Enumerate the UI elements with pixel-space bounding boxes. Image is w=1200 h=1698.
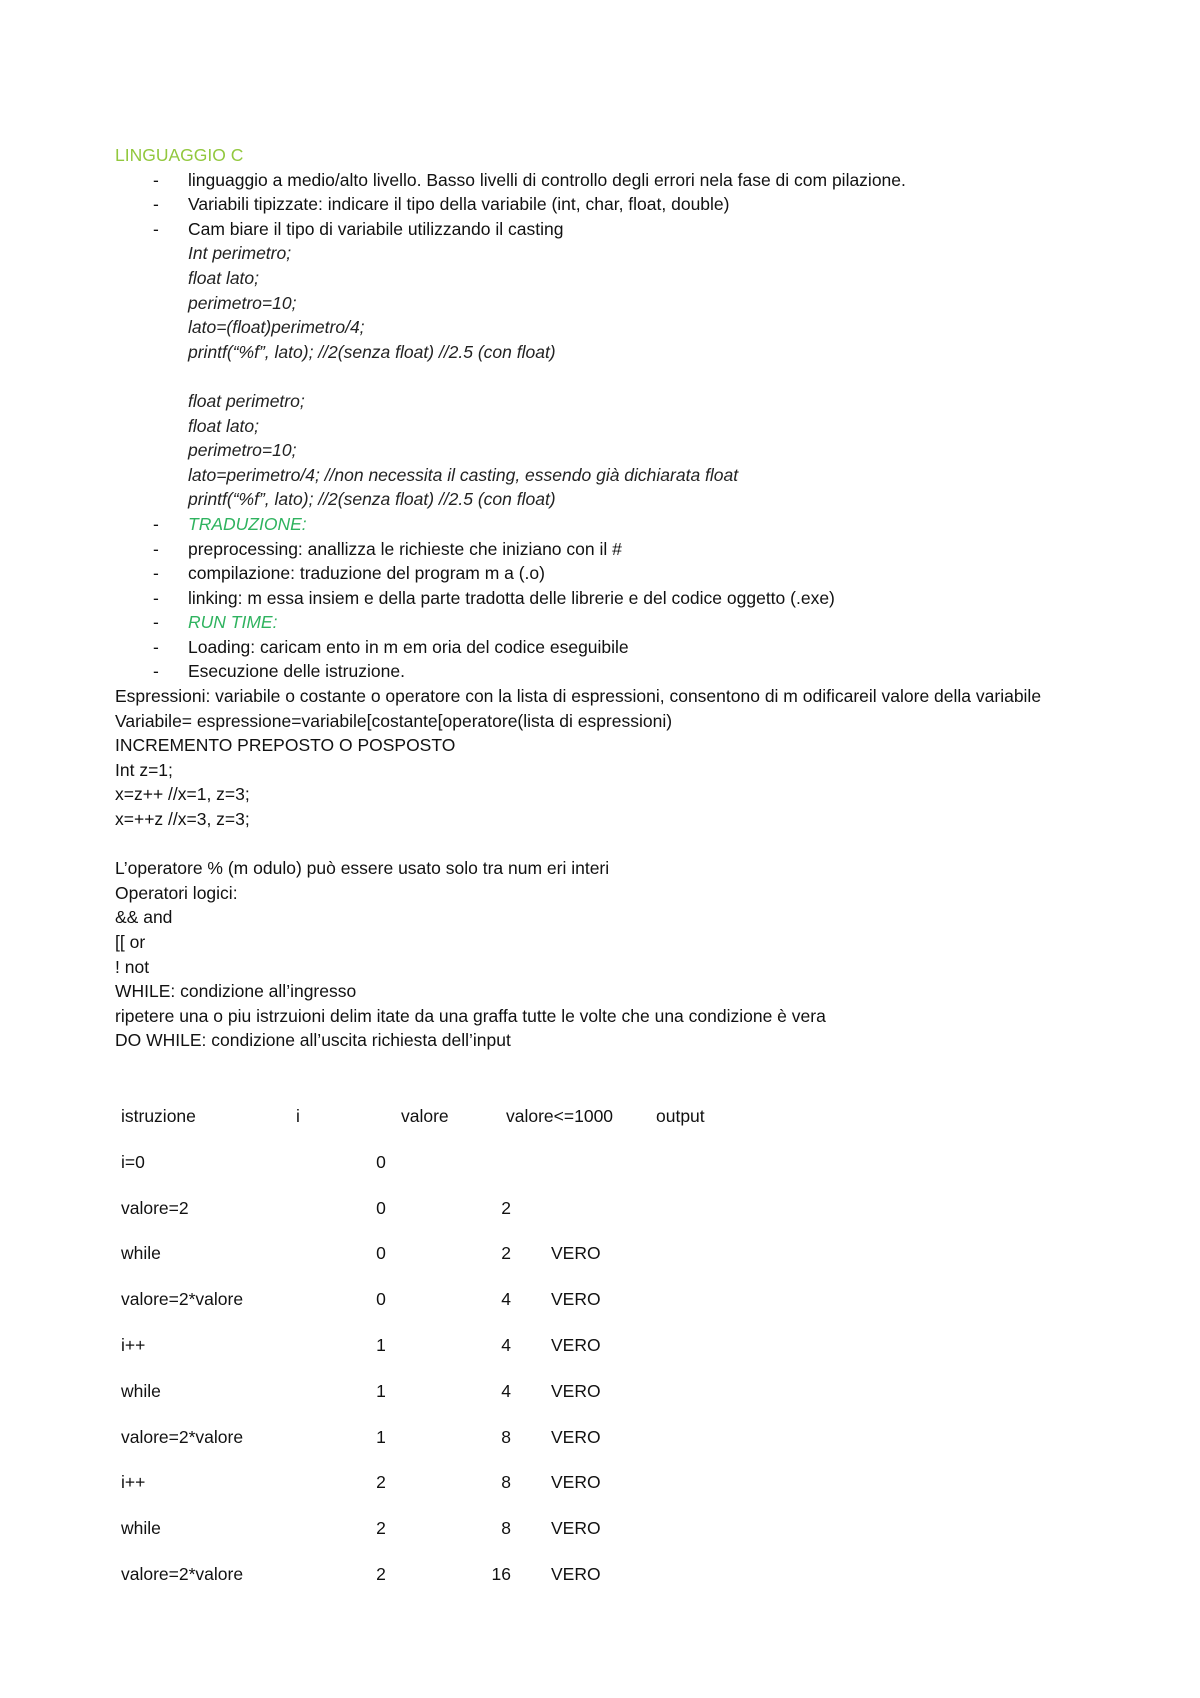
cell-i: 0 (376, 1243, 386, 1264)
bullet-item (115, 610, 1075, 635)
paragraph-line: ! not (115, 956, 150, 977)
bullet-text: Variabili tipizzate: indicare il tipo della variabile (int, char, float, double) (188, 194, 730, 215)
bullet-dash: - (153, 587, 159, 608)
bullet-item (115, 168, 1075, 193)
bullet-text: compilazione: traduzione del program m a (.o) (188, 563, 545, 584)
paragraph-line: DO WHILE: condizione all’uscita richiesta dell’input (115, 1030, 511, 1051)
document-body (115, 143, 1075, 1053)
cell-i: 1 (376, 1380, 386, 1401)
traduzione-heading: TRADUZIONE: (188, 513, 307, 534)
table-row (121, 1335, 821, 1381)
cell-instruction: valore=2*valore (121, 1289, 244, 1310)
cell-valore: 8 (501, 1426, 511, 1447)
cell-i: 1 (376, 1334, 386, 1355)
table-row (121, 1472, 821, 1518)
paragraph-line: Int z=1; (115, 759, 173, 780)
code-line: float lato; (188, 267, 260, 288)
cell-condition: VERO (551, 1518, 601, 1539)
code-line: lato=perimetro/4; //non necessita il casting, essendo già dichiarata float (188, 464, 739, 485)
column-header: valore<=1000 (506, 1106, 614, 1126)
bullet-item (115, 192, 1075, 217)
cell-i: 0 (376, 1289, 386, 1310)
paragraph-line: Variabile= espressione=variabile[costante[operatore(lista di espressioni) (115, 710, 673, 731)
paragraph-line: L’operatore % (m odulo) può essere usato solo tra num eri interi (115, 858, 610, 879)
cell-instruction: valore=2 (121, 1197, 189, 1218)
code-line: float lato; (188, 415, 260, 436)
trace-table (121, 1106, 821, 1610)
bullet-text: linguaggio a medio/alto livello. Basso livelli di controllo degli errori nela fase di com pilazione. (188, 169, 906, 190)
cell-i: 2 (376, 1518, 386, 1539)
cell-instruction: i=0 (121, 1151, 145, 1172)
bullet-dash: - (153, 218, 159, 239)
cell-valore: 8 (501, 1518, 511, 1539)
code-line: Int perimetro; (188, 243, 292, 264)
cell-valore: 2 (501, 1243, 511, 1264)
doc-title: LINGUAGGIO C (115, 145, 244, 165)
section-heading: INCREMENTO PREPOSTO O POSPOSTO (115, 735, 456, 756)
cell-instruction: while (121, 1518, 161, 1539)
cell-valore: 4 (501, 1289, 511, 1310)
bullet-dash: - (153, 661, 159, 682)
bullet-text: linking: m essa insiem e della parte tradotta delle librerie e del codice oggetto (.exe) (188, 587, 835, 608)
cell-condition: VERO (551, 1243, 601, 1264)
bullet-dash: - (153, 538, 159, 559)
bullet-dash: - (153, 563, 159, 584)
table-row (121, 1427, 821, 1473)
paragraph-line: ripetere una o piu istrzuioni delim itate da una graffa tutte le volte che una condizione è vera (115, 1005, 826, 1026)
table-row (121, 1198, 821, 1244)
bullet-text: Cam biare il tipo di variabile utilizzando il casting (188, 218, 564, 239)
table-row (121, 1289, 821, 1335)
paragraph-line: x=z++ //x=1, z=3; (115, 784, 250, 805)
table-row (121, 1243, 821, 1289)
cell-i: 1 (376, 1426, 386, 1447)
bullet-text: Esecuzione delle istruzione. (188, 661, 405, 682)
bullet-item (115, 586, 1075, 611)
bullet-item (115, 217, 1075, 242)
table-row (121, 1152, 821, 1198)
cell-i: 0 (376, 1197, 386, 1218)
cell-condition: VERO (551, 1426, 601, 1447)
column-header: valore (401, 1106, 449, 1126)
code-line: float perimetro; (188, 390, 305, 411)
cell-valore: 8 (501, 1472, 511, 1493)
runtime-heading: RUN TIME: (188, 612, 278, 633)
column-header: istruzione (121, 1106, 196, 1126)
code-line: perimetro=10; (188, 440, 297, 461)
paragraph-line: && and (115, 907, 173, 928)
cell-instruction: valore=2*valore (121, 1426, 244, 1447)
section-heading: Operatori logici: (115, 882, 238, 903)
paragraph-line: x=++z //x=3, z=3; (115, 809, 250, 830)
blank-line (115, 364, 1075, 389)
section-heading: WHILE: condizione all’ingresso (115, 981, 357, 1002)
cell-valore: 16 (491, 1563, 511, 1584)
cell-condition: VERO (551, 1563, 601, 1584)
cell-condition: VERO (551, 1472, 601, 1493)
bullet-dash: - (153, 513, 159, 534)
cell-condition: VERO (551, 1289, 601, 1310)
bullet-dash: - (153, 169, 159, 190)
code-line: printf(“%f”, lato); //2(senza float) //2.5 (con float) (188, 341, 556, 362)
code-line: printf(“%f”, lato); //2(senza float) //2.5 (con float) (188, 489, 556, 510)
bullet-item (115, 635, 1075, 660)
bullet-item (115, 512, 1075, 537)
table-header-row (121, 1106, 821, 1152)
paragraph-espressioni: Espressioni: variabile o costante o operatore con la lista di espressioni, consentono di m odificareil valore della variabile (115, 686, 1042, 707)
cell-i: 2 (376, 1472, 386, 1493)
cell-valore: 4 (501, 1334, 511, 1355)
cell-i: 2 (376, 1563, 386, 1584)
cell-instruction: while (121, 1380, 161, 1401)
cell-condition: VERO (551, 1380, 601, 1401)
bullet-item (115, 537, 1075, 562)
code-line: perimetro=10; (188, 292, 297, 313)
table-row (121, 1518, 821, 1564)
code-line: lato=(float)perimetro/4; (188, 317, 365, 338)
cell-i: 0 (376, 1151, 386, 1172)
cell-instruction: i++ (121, 1472, 146, 1493)
bullet-item (115, 659, 1075, 684)
cell-valore: 2 (501, 1197, 511, 1218)
bullet-text: preprocessing: anallizza le richieste che iniziano con il # (188, 538, 622, 559)
bullet-item (115, 561, 1075, 586)
cell-instruction: i++ (121, 1334, 146, 1355)
blank-line (115, 832, 1075, 857)
column-header: output (656, 1106, 705, 1126)
bullet-dash: - (153, 194, 159, 215)
table-row (121, 1381, 821, 1427)
cell-condition: VERO (551, 1334, 601, 1355)
column-header: i (296, 1106, 300, 1126)
bullet-text: Loading: caricam ento in m em oria del codice eseguibile (188, 636, 629, 657)
bullet-dash: - (153, 636, 159, 657)
cell-instruction: valore=2*valore (121, 1563, 244, 1584)
bullet-dash: - (153, 612, 159, 633)
cell-instruction: while (121, 1243, 161, 1264)
paragraph-line: [[ or (115, 932, 146, 952)
cell-valore: 4 (501, 1380, 511, 1401)
table-row (121, 1564, 821, 1610)
